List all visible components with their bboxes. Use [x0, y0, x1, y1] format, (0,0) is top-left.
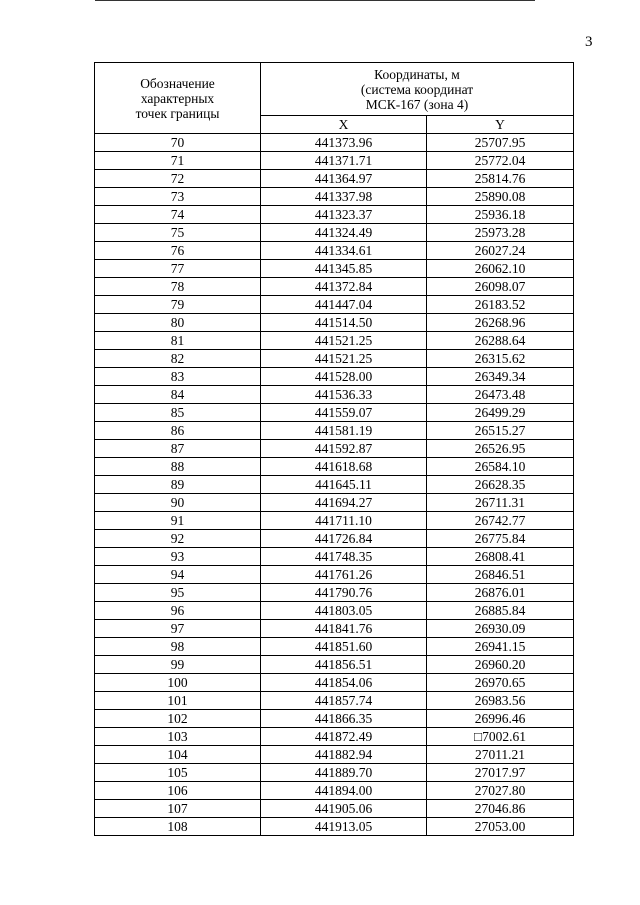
x-coordinate-cell: 441521.25 [261, 350, 427, 368]
point-number-cell: 106 [95, 782, 261, 800]
point-number-cell: 80 [95, 314, 261, 332]
table-row [95, 530, 574, 548]
coordinates-header [261, 63, 574, 116]
top-rule [95, 0, 535, 1]
y-coordinate-cell: 26098.07 [427, 278, 574, 296]
table-row [95, 602, 574, 620]
table-row [95, 566, 574, 584]
table-row [95, 152, 574, 170]
table-row [95, 260, 574, 278]
point-number-cell: 78 [95, 278, 261, 296]
point-number-cell: 77 [95, 260, 261, 278]
x-column-header: X [261, 116, 427, 134]
y-coordinate-cell: 26846.51 [427, 566, 574, 584]
x-coordinate-cell: 441372.84 [261, 278, 427, 296]
header-line: Обозначение [140, 75, 215, 91]
table-row [95, 188, 574, 206]
y-coordinate-cell: 26960.20 [427, 656, 574, 674]
x-coordinate-cell: 441528.00 [261, 368, 427, 386]
table-row [95, 674, 574, 692]
x-coordinate-cell: 441324.49 [261, 224, 427, 242]
x-coordinate-cell: 441323.37 [261, 206, 427, 224]
point-number-cell: 90 [95, 494, 261, 512]
table-row [95, 548, 574, 566]
y-coordinate-cell: 26349.34 [427, 368, 574, 386]
point-number-cell: 81 [95, 332, 261, 350]
table-row [95, 134, 574, 152]
point-number-cell: 89 [95, 476, 261, 494]
header-line: Координаты, м [374, 66, 460, 82]
table-row [95, 458, 574, 476]
x-coordinate-cell: 441711.10 [261, 512, 427, 530]
header-line: МСК-167 (зона 4) [365, 96, 469, 112]
y-coordinate-cell: 25973.28 [427, 224, 574, 242]
point-number-cell: 107 [95, 800, 261, 818]
y-coordinate-cell: 26970.65 [427, 674, 574, 692]
x-coordinate-cell: 441559.07 [261, 404, 427, 422]
y-coordinate-cell: 26628.35 [427, 476, 574, 494]
x-coordinate-cell: 441790.76 [261, 584, 427, 602]
x-coordinate-cell: 441857.74 [261, 692, 427, 710]
x-coordinate-cell: 441373.96 [261, 134, 427, 152]
y-coordinate-cell: 26062.10 [427, 260, 574, 278]
table-row [95, 656, 574, 674]
x-coordinate-cell: 441748.35 [261, 548, 427, 566]
point-number-cell: 91 [95, 512, 261, 530]
x-coordinate-cell: 441371.71 [261, 152, 427, 170]
x-coordinate-cell: 441345.85 [261, 260, 427, 278]
table-body [95, 134, 574, 836]
point-number-cell: 82 [95, 350, 261, 368]
point-number-cell: 102 [95, 710, 261, 728]
table-row [95, 638, 574, 656]
point-number-cell: 86 [95, 422, 261, 440]
table-row [95, 242, 574, 260]
table-row [95, 782, 574, 800]
table-row [95, 350, 574, 368]
y-coordinate-cell: 26983.56 [427, 692, 574, 710]
point-number-cell: 101 [95, 692, 261, 710]
x-coordinate-cell: 441905.06 [261, 800, 427, 818]
point-number-cell: 72 [95, 170, 261, 188]
y-coordinate-cell: □7002.61 [427, 728, 574, 746]
point-number-cell: 93 [95, 548, 261, 566]
x-coordinate-cell: 441521.25 [261, 332, 427, 350]
table-row [95, 170, 574, 188]
table-row [95, 818, 574, 836]
x-coordinate-cell: 441536.33 [261, 386, 427, 404]
point-number-cell: 87 [95, 440, 261, 458]
table-row [95, 224, 574, 242]
x-coordinate-cell: 441364.97 [261, 170, 427, 188]
x-coordinate-cell: 441334.61 [261, 242, 427, 260]
point-number-cell: 75 [95, 224, 261, 242]
point-number-cell: 95 [95, 584, 261, 602]
point-number-cell: 100 [95, 674, 261, 692]
x-coordinate-cell: 441337.98 [261, 188, 427, 206]
y-coordinate-cell: 26027.24 [427, 242, 574, 260]
point-number-cell: 108 [95, 818, 261, 836]
y-coordinate-cell: 26515.27 [427, 422, 574, 440]
point-number-cell: 73 [95, 188, 261, 206]
y-coordinate-cell: 26288.64 [427, 332, 574, 350]
x-coordinate-cell: 441761.26 [261, 566, 427, 584]
y-coordinate-cell: 26775.84 [427, 530, 574, 548]
x-coordinate-cell: 441514.50 [261, 314, 427, 332]
point-designation-header [95, 63, 261, 134]
x-coordinate-cell: 441645.11 [261, 476, 427, 494]
y-coordinate-cell: 26499.29 [427, 404, 574, 422]
y-coordinate-cell: 26885.84 [427, 602, 574, 620]
point-number-cell: 74 [95, 206, 261, 224]
x-coordinate-cell: 441866.35 [261, 710, 427, 728]
y-coordinate-cell: 25772.04 [427, 152, 574, 170]
point-number-cell: 70 [95, 134, 261, 152]
y-coordinate-cell: 26526.95 [427, 440, 574, 458]
y-coordinate-cell: 26808.41 [427, 548, 574, 566]
table-row [95, 368, 574, 386]
x-coordinate-cell: 441694.27 [261, 494, 427, 512]
y-coordinate-cell: 27053.00 [427, 818, 574, 836]
table-row [95, 710, 574, 728]
y-coordinate-cell: 26941.15 [427, 638, 574, 656]
x-coordinate-cell: 441894.00 [261, 782, 427, 800]
y-coordinate-cell: 26996.46 [427, 710, 574, 728]
point-number-cell: 83 [95, 368, 261, 386]
table-row [95, 494, 574, 512]
y-coordinate-cell: 25707.95 [427, 134, 574, 152]
coordinates-table [94, 62, 574, 836]
y-coordinate-cell: 26584.10 [427, 458, 574, 476]
y-coordinate-cell: 25936.18 [427, 206, 574, 224]
table-row [95, 476, 574, 494]
point-number-cell: 92 [95, 530, 261, 548]
y-coordinate-cell: 27027.80 [427, 782, 574, 800]
table-row [95, 314, 574, 332]
table-row [95, 512, 574, 530]
x-coordinate-cell: 441447.04 [261, 296, 427, 314]
header-line: точек границы [135, 105, 220, 121]
x-coordinate-cell: 441913.05 [261, 818, 427, 836]
table-row [95, 800, 574, 818]
page-number: 3 [585, 34, 593, 50]
y-coordinate-cell: 25890.08 [427, 188, 574, 206]
table-row [95, 746, 574, 764]
x-coordinate-cell: 441726.84 [261, 530, 427, 548]
y-coordinate-cell: 26473.48 [427, 386, 574, 404]
x-coordinate-cell: 441854.06 [261, 674, 427, 692]
y-coordinate-cell: 26742.77 [427, 512, 574, 530]
point-number-cell: 88 [95, 458, 261, 476]
x-coordinate-cell: 441841.76 [261, 620, 427, 638]
point-number-cell: 104 [95, 746, 261, 764]
header-line: характерных [140, 90, 215, 106]
point-number-cell: 71 [95, 152, 261, 170]
table-row [95, 764, 574, 782]
point-number-cell: 97 [95, 620, 261, 638]
point-number-cell: 96 [95, 602, 261, 620]
table-row [95, 332, 574, 350]
point-number-cell: 98 [95, 638, 261, 656]
table-row [95, 278, 574, 296]
table-row [95, 404, 574, 422]
point-number-cell: 94 [95, 566, 261, 584]
point-number-cell: 99 [95, 656, 261, 674]
point-number-cell: 85 [95, 404, 261, 422]
table-row [95, 206, 574, 224]
x-coordinate-cell: 441872.49 [261, 728, 427, 746]
y-coordinate-cell: 26268.96 [427, 314, 574, 332]
table-row [95, 620, 574, 638]
point-number-cell: 105 [95, 764, 261, 782]
header-line: (система координат [360, 81, 474, 97]
table-row [95, 386, 574, 404]
table-header [95, 63, 574, 134]
y-coordinate-cell: 26315.62 [427, 350, 574, 368]
table-row [95, 692, 574, 710]
x-coordinate-cell: 441581.19 [261, 422, 427, 440]
x-coordinate-cell: 441882.94 [261, 746, 427, 764]
y-coordinate-cell: 26876.01 [427, 584, 574, 602]
y-coordinate-cell: 25814.76 [427, 170, 574, 188]
x-coordinate-cell: 441592.87 [261, 440, 427, 458]
table-row [95, 296, 574, 314]
point-number-cell: 103 [95, 728, 261, 746]
point-number-cell: 84 [95, 386, 261, 404]
table-row [95, 584, 574, 602]
y-coordinate-cell: 26711.31 [427, 494, 574, 512]
y-coordinate-cell: 27017.97 [427, 764, 574, 782]
x-coordinate-cell: 441856.51 [261, 656, 427, 674]
x-coordinate-cell: 441889.70 [261, 764, 427, 782]
table-row [95, 440, 574, 458]
x-coordinate-cell: 441851.60 [261, 638, 427, 656]
x-coordinate-cell: 441618.68 [261, 458, 427, 476]
x-coordinate-cell: 441803.05 [261, 602, 427, 620]
table-row [95, 728, 574, 746]
point-number-cell: 79 [95, 296, 261, 314]
y-column-header: Y [427, 116, 574, 134]
table-row [95, 422, 574, 440]
y-coordinate-cell: 27011.21 [427, 746, 574, 764]
y-coordinate-cell: 26183.52 [427, 296, 574, 314]
point-number-cell: 76 [95, 242, 261, 260]
y-coordinate-cell: 27046.86 [427, 800, 574, 818]
y-coordinate-cell: 26930.09 [427, 620, 574, 638]
